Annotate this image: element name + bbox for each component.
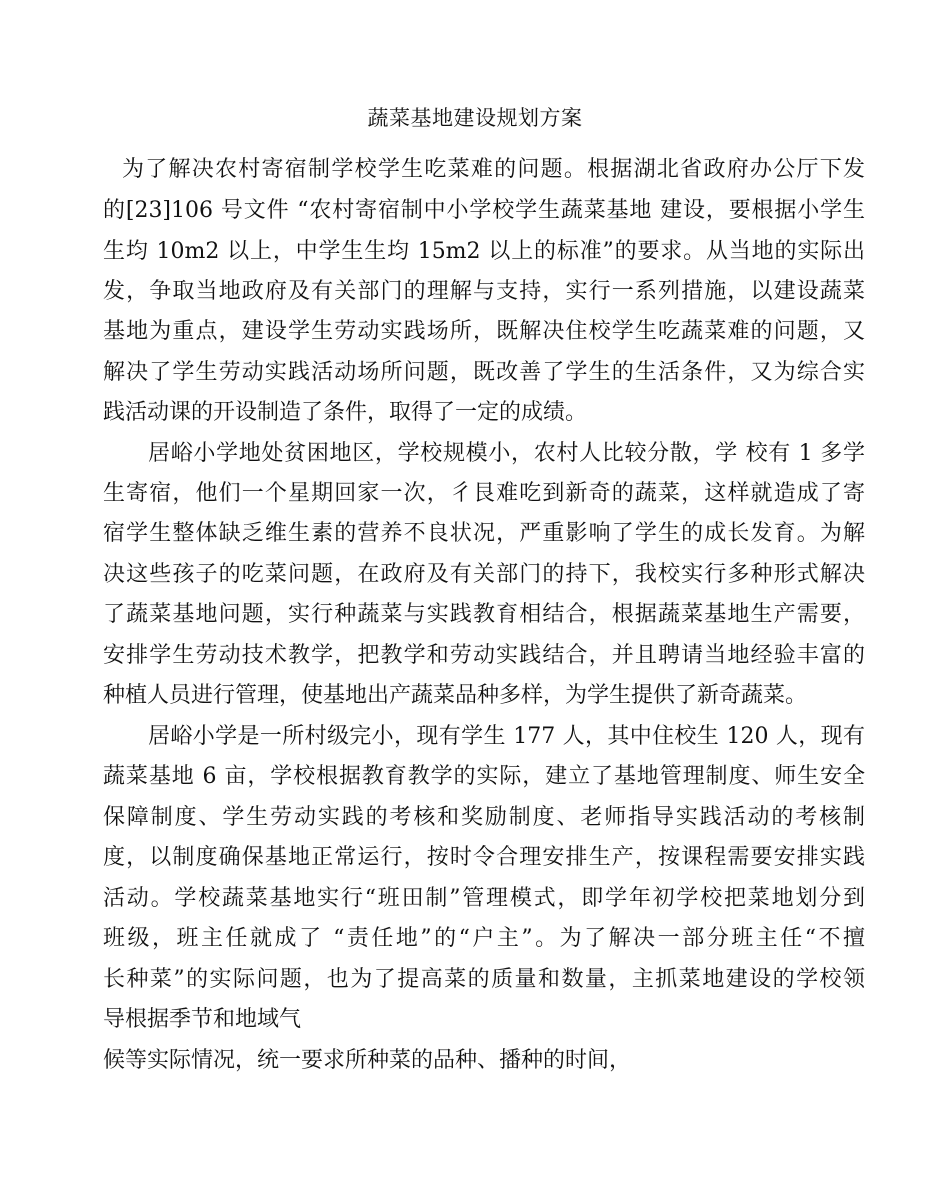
paragraph-line: 居峪小学是一所村级完小，现有学生 177 人，其中住校生 120 人，现有 [148, 724, 865, 749]
paragraph-line: 度，以制度确保基地正常运行，按时令合理安排生产，按课程需要安排实践 [103, 845, 865, 870]
paragraph-line: 种植人员进行管理，使基地出产蔬菜品种多样，为学生提供了新奇蔬菜。 [103, 683, 808, 708]
paragraph-line: 班级，班主任就成了 “责任地”的“户主”。为了解决一部分班主任“不擅 [103, 926, 865, 951]
paragraph-line: 蔬菜基地 6 亩，学校根据教育教学的实际，建立了基地管理制度、师生安全 [103, 764, 865, 789]
paragraph-line: 决这些孩子的吃菜问题，在政府及有关部门的持下，我校实行多种形式解决 [103, 562, 865, 587]
paragraph-line: 居峪小学地处贫困地区，学校规模小，农村人比较分散，学 校有 1 多学 [148, 441, 865, 466]
paragraph-line: 安排学生劳动技术教学，把教学和劳动实践结合，并且聘请当地经验丰富的 [103, 643, 865, 668]
paragraph-line: 了蔬菜基地问题，实行种蔬菜与实践教育相结合，根据蔬菜基地生产需要， [103, 602, 865, 627]
paragraph-line: 发，争取当地政府及有关部门的理解与支持，实行一系列措施，以建设蔬菜 [103, 279, 865, 304]
paragraph-line: 践活动课的开设制造了条件，取得了一定的成绩。 [103, 400, 588, 425]
paragraph-line: 生寄宿，他们一个星期回家一次，彳艮难吃到新奇的蔬菜，这样就造成了寄 [103, 481, 865, 506]
paragraph-line: 导根据季节和地域气 [103, 1007, 302, 1032]
paragraph-line: 生均 10m2 以上，中学生生均 15m2 以上的标准”的要求。从当地的实际出 [103, 239, 865, 264]
paragraph-line: 为了解决农村寄宿制学校学生吃菜难的问题。根据湖北省政府办公厅下发 [122, 157, 865, 182]
paragraph-line: 长种菜”的实际问题，也为了提高菜的质量和数量，主抓菜地建设的学校领 [103, 967, 865, 992]
paragraph-line: 保障制度、学生劳动实践的考核和奖励制度、老师指导实践活动的考核制 [103, 805, 865, 830]
paragraph-line: 的[23]106 号文件 “农村寄宿制中小学校学生蔬菜基地 建设，要根据小学生 [103, 198, 865, 223]
paragraph-line: 候等实际情况，统一要求所种菜的品种、播种的时间， [103, 1048, 632, 1073]
paragraph-line: 宿学生整体缺乏维生素的营养不良状况，严重影响了学生的成长发育。为解 [103, 521, 865, 546]
document-title: 蔬菜基地建设规划方案 [367, 106, 583, 130]
paragraph-line: 基地为重点，建设学生劳动实践场所，既解决住校学生吃蔬菜难的问题，又 [103, 319, 865, 344]
paragraph-line: 解决了学生劳动实践活动场所问题，既改善了学生的生活条件，又为综合实 [103, 360, 865, 385]
paragraph-line: 活动。学校蔬菜基地实行“班田制”管理模式，即学年初学校把菜地划分到 [103, 886, 865, 911]
